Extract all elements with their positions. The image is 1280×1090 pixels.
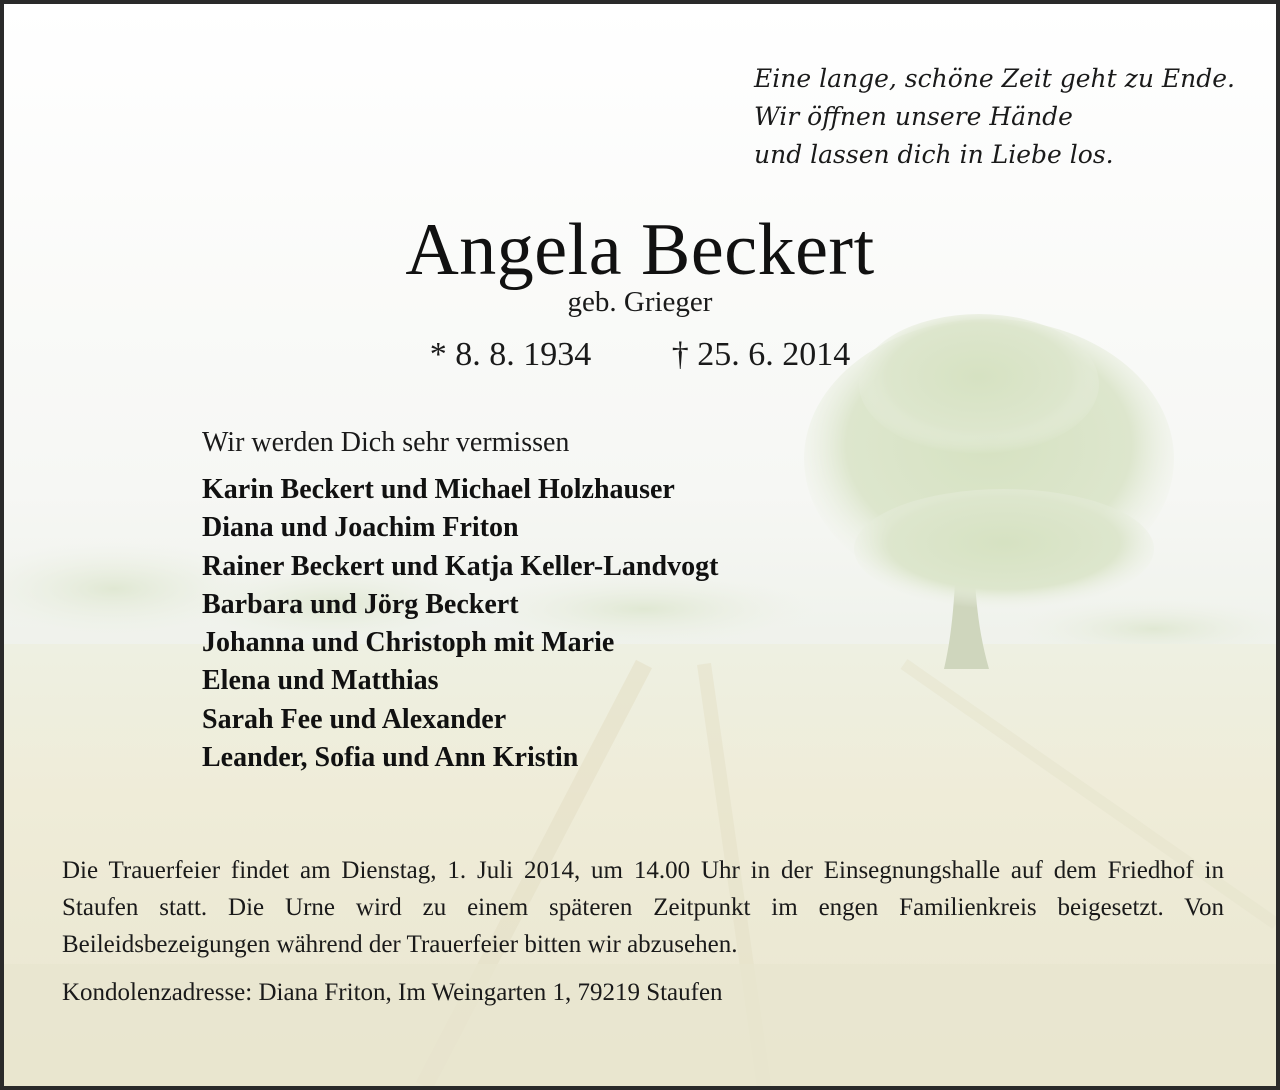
birth-date: * 8. 8. 1934 (429, 336, 592, 373)
mourner-name: Johanna und Christoph mit Marie (202, 627, 615, 659)
ceremony-info: Die Trauerfeier findet am Dienstag, 1. Juli 2014, um 14.00 Uhr in der Einsegnungshalle auf dem Friedhof in Staufen statt. Die Urne wird zu einem späteren Zeitpunkt im engen Familienkreis beigesetzt. Von Beileidsbezeigungen während der Trauerfeier bitten wir abzusehen. (62, 857, 1224, 958)
mourner-name: Sarah Fee und Alexander (202, 703, 507, 735)
poem-line: und lassen dich in Liebe los. (754, 140, 1114, 169)
mourners-list (202, 471, 718, 777)
notice-content (4, 4, 1276, 1086)
life-dates (4, 334, 1276, 376)
deceased-name: Angela Beckert (405, 209, 875, 291)
mourner-name: Leander, Sofia und Ann Kristin (202, 742, 579, 774)
poem (754, 60, 1254, 174)
mourner-name: Elena und Matthias (202, 665, 439, 697)
maiden-name: geb. Grieger (567, 286, 713, 318)
death-date: † 25. 6. 2014 (671, 336, 851, 373)
mourner-name: Karin Beckert und Michael Holzhauser (202, 474, 675, 505)
mourners-intro: Wir werden Dich sehr vermissen (202, 427, 570, 458)
mourner-name: Rainer Beckert und Katja Keller-Landvogt (202, 550, 719, 582)
mourner-name: Barbara und Jörg Beckert (202, 588, 519, 620)
poem-line: Wir öffnen unsere Hände (754, 102, 1073, 131)
mourner-name: Diana und Joachim Friton (202, 512, 519, 544)
condolence-address: Kondolenzadresse: Diana Friton, Im Weingarten 1, 79219 Staufen (62, 979, 723, 1006)
poem-line: Eine lange, schöne Zeit geht zu Ende. (754, 64, 1235, 93)
